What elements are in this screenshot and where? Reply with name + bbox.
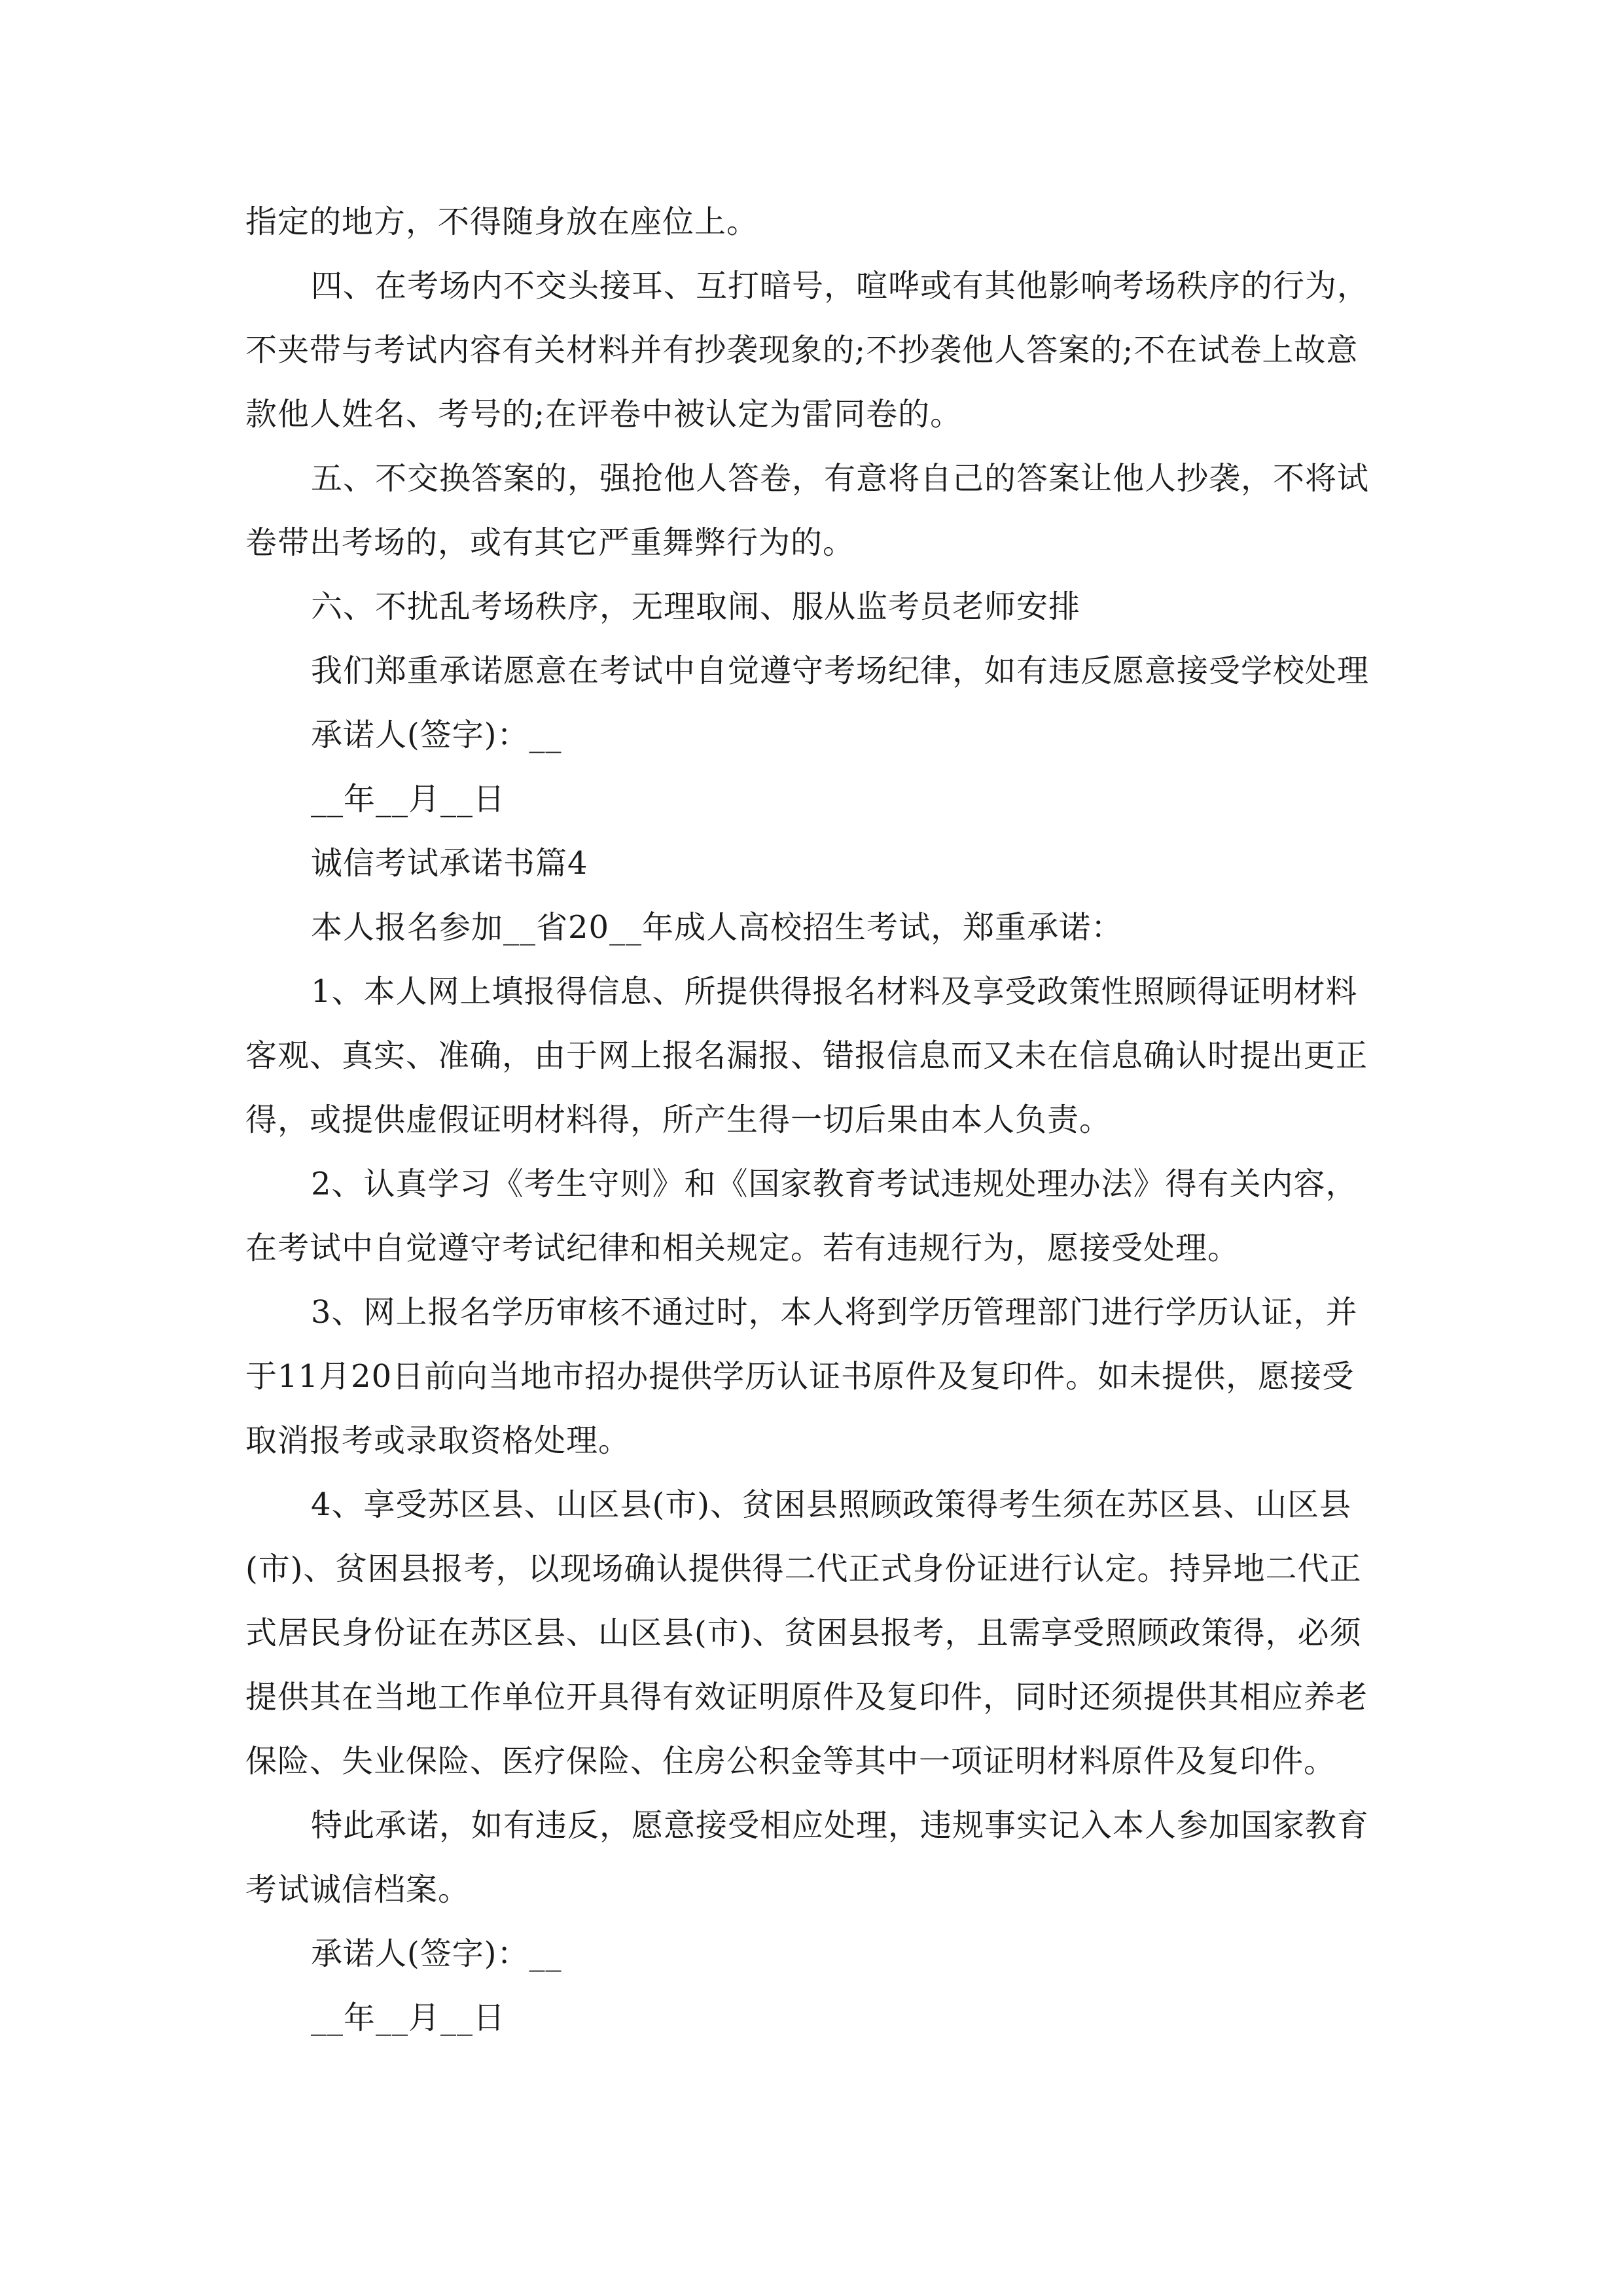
date-line: __年__月__日 [311, 781, 506, 817]
paragraph-item-5: 五、不交换答案的，强抢他人答卷，有意将自己的答案让他人抄袭，不将试卷带出考场的，或有其它严重舞弊行为的。 [245, 460, 1370, 561]
paragraph-continuation: 指定的地方，不得随身放在座位上。 [245, 204, 759, 240]
date-line-2: __年__月__日 [311, 2000, 506, 2036]
section-heading: 诚信考试承诺书篇4 [311, 845, 588, 882]
paragraph-item-6: 六、不扰乱考场秩序，无理取闹、服从监考员老师安排 [311, 588, 1081, 625]
paragraph-closing: 特此承诺，如有违反，愿意接受相应处理，违规事实记入本人参加国家教育考试诚信档案。 [245, 1807, 1370, 1908]
document-body [245, 190, 1384, 2050]
paragraph-clause-1: 1、本人网上填报得信息、所提供得报名材料及享受政策性照顾得证明材料客观、真实、准确，由于网上报名漏报、错报信息而又未在信息确认时提出更正得，或提供虚假证明材料得，所产生得一切后果由本人负责。 [245, 973, 1368, 1138]
paragraph-clause-3: 3、网上报名学历审核不通过时，本人将到学历管理部门进行学历认证，并于11月20日前向当地市招办提供学历认证书原件及复印件。如未提供，愿接受取消报考或录取资格处理。 [245, 1294, 1358, 1459]
paragraph-clause-4: 4、享受苏区县、山区县(市)、贫困县照顾政策得考生须在苏区县、山区县(市)、贫困县报考，以现场确认提供得二代正式身份证进行认定。持异地二代正式居民身份证在苏区县、山区县(市)、贫困县报考，且需享受照顾政策得，必须提供其在当地工作单位开具得有效证明原件及复印件，同时还须提供其相应养老保险、失业保险、医疗保险、住房公积金等其中一项证明材料原件及复印件。 [245, 1486, 1368, 1780]
paragraph-pledge: 我们郑重承诺愿意在考试中自觉遵守考场纪律，如有违反愿意接受学校处理 [311, 653, 1370, 689]
signature-line-2: 承诺人(签字)：__ [311, 1935, 562, 1972]
paragraph-clause-2: 2、认真学习《考生守则》和《国家教育考试违规处理办法》得有关内容，在考试中自觉遵守考试纪律和相关规定。若有违规行为，愿接受处理。 [245, 1166, 1358, 1266]
paragraph-intro: 本人报名参加__省20__年成人高校招生考试，郑重承诺： [311, 909, 1124, 946]
paragraph-item-4: 四、在考场内不交头接耳、互打暗号，喧哗或有其他影响考场秩序的行为，不夹带与考试内容有关材料并有抄袭现象的;不抄袭他人答案的;不在试卷上故意款他人姓名、考号的;在评卷中被认定为雷同卷的。 [245, 268, 1370, 433]
signature-line: 承诺人(签字)：__ [311, 717, 562, 753]
